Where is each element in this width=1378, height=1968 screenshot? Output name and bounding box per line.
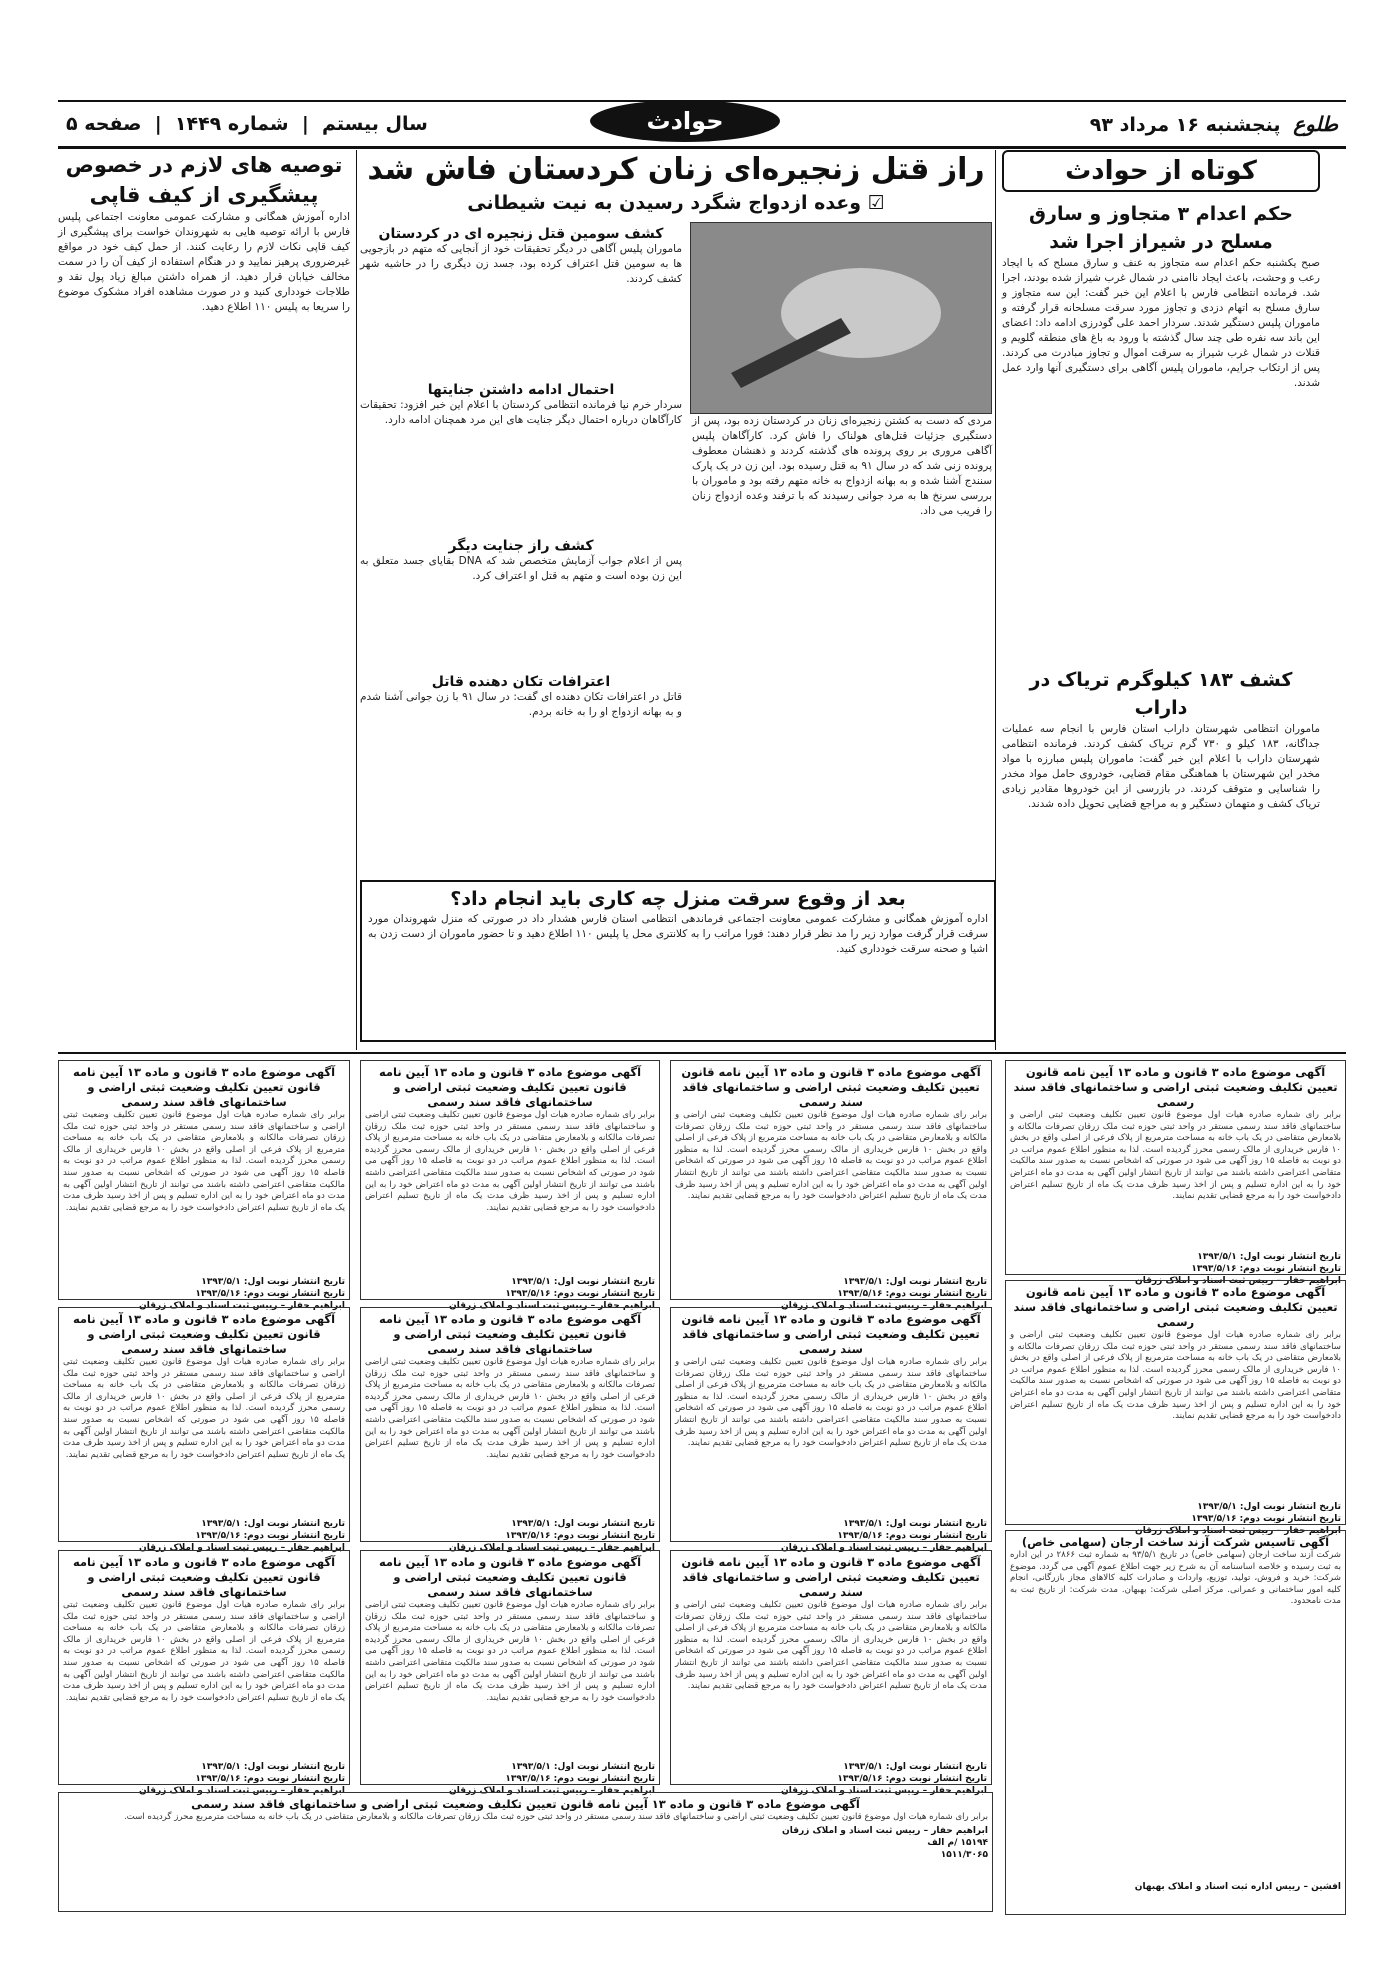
land-registry-ad [360,1307,660,1553]
bottom-ad-title: آگهی موضوع ماده ۳ قانون و ماده ۱۳ آیین نامه قانون تعیین تکلیف وضعیت ثبتی اراضی و ساختمانهای فاقد سند رسمی [191,1797,860,1811]
ad-title: آگهی موضوع ماده ۳ قانون و ماده ۱۳ آیین نامه قانون تعیین تکلیف وضعیت ثبتی اراضی و ساختمانهای فاقد سند رسمی [72,1065,336,1109]
ad-date-2: تاریخ انتشار نوبت دوم: ۱۳۹۳/۵/۱۶ [195,1289,345,1299]
section-title: حوادث [590,100,780,142]
ad-text: برابر رای شماره صادره هیات اول موضوع قانون تعیین تکلیف وضعیت ثبتی اراضی و ساختمانهای فاقد سند رسمی مستقر در واحد ثبتی حوزه ثبت ملک زرقان تصرفات مالکانه و بلامعارض متقاضی در یک باب خانه به مساحت مترمربع از پلاک فرعی از اصلی واقع در بخش ۱۰ فارس خریداری از مالک رسمی محرز گردیده است. لذا به منظور اطلاع عموم مراتب در دو نوبت به فاصله ۱۵ روز آگهی می شود در صورتی که اشخاص نسبت به صدور سند مالکیت متقاضی اعتراضی داشته باشند می توانند از تاریخ انتشار اولین آگهی به مدت دو ماه اعتراض خود را به این اداره تسلیم و پس از اخذ رسید ظرف مدت یک ماه از تاریخ تسلیم اعتراض دادخواست خود را به مرجع قضایی تقدیم نمایند. [63,1110,346,1213]
ad-date-1: تاریخ انتشار نوبت اول: ۱۳۹۳/۵/۱ [843,1519,987,1529]
main-story-column-left [360,222,682,884]
ad-title: آگهی موضوع ماده ۳ قانون و ماده ۱۳ آیین نامه قانون تعیین تکلیف وضعیت ثبتی اراضی و ساختمانهای فاقد سند رسمی [378,1065,642,1109]
ad-date-1: تاریخ انتشار نوبت اول: ۱۳۹۳/۵/۱ [1197,1502,1341,1512]
ad-title: آگهی موضوع ماده ۳ قانون و ماده ۱۳ آیین نامه قانون تعیین تکلیف وضعیت ثبتی اراضی و ساختمانهای فاقد سند رسمی [378,1555,642,1599]
company-ad-text: شرکت آزند ساخت ارجان (سهامی خاص) در تاریخ ۹۳/۵/۱ به شماره ثبت ۲۸۶۶ در این اداره به ثبت رسیده و خلاصه اساسنامه آن به شرح زیر جهت اطلاع عموم آگهی می گردد. موضوع شرکت: خرید و فروش، تولید، توزیع، واردات و صادرات کلیه کالاهای مجاز بازرگانی، انجام کلیه امور ساختمانی و عمرانی. مرکز اصلی شرکت: بهبهان. مدت شرکت: از تاریخ ثبت به مدت نامحدود. [1010,1550,1342,1607]
ad-signer: ابراهیم حفار – رییس ثبت اسناد و املاک زرقان [139,1543,345,1553]
ad-date-1: تاریخ انتشار نوبت اول: ۱۳۹۳/۵/۱ [201,1762,345,1772]
box2-text: سردار خرم نیا فرمانده انتظامی کردستان با اعلام این خبر افزود: تحقیقات کارآگاهان درباره احتمال دیگر جنایت های این مرد همچنان ادامه دارد. [360,399,682,426]
ad-text: برابر رای شماره صادره هیات اول موضوع قانون تعیین تکلیف وضعیت ثبتی اراضی و ساختمانهای فاقد سند رسمی مستقر در واحد ثبتی حوزه ثبت ملک زرقان تصرفات مالکانه و بلامعارض متقاضی در یک باب خانه به مساحت مترمربع از پلاک فرعی از اصلی واقع در بخش ۱۰ فارس خریداری از مالک رسمی محرز گردیده است. لذا به منظور اطلاع عموم مراتب در دو نوبت به فاصله ۱۵ روز آگهی می شود در صورتی که اشخاص نسبت به صدور سند مالکیت متقاضی اعتراضی داشته باشند می توانند از تاریخ انتشار اولین آگهی به مدت دو ماه اعتراض خود را به این اداره تسلیم و پس از اخذ رسید ظرف مدت یک ماه از تاریخ تسلیم اعتراض دادخواست خود را به مرجع قضایی تقدیم نمایند. [675,1110,987,1202]
land-registry-ad [1005,1280,1346,1536]
ad-signer: ابراهیم حفار – رییس ثبت اسناد و املاک زرقان [781,1543,987,1553]
ad-date-2: تاریخ انتشار نوبت دوم: ۱۳۹۳/۵/۱۶ [837,1531,987,1541]
ad-text: برابر رای شماره صادره هیات اول موضوع قانون تعیین تکلیف وضعیت ثبتی اراضی و ساختمانهای فاقد سند رسمی مستقر در واحد ثبتی حوزه ثبت ملک زرقان تصرفات مالکانه و بلامعارض متقاضی در یک باب خانه به مساحت مترمربع از پلاک فرعی از اصلی واقع در بخش ۱۰ فارس خریداری از مالک رسمی محرز گردیده است. لذا به منظور اطلاع عموم مراتب در دو نوبت به فاصله ۱۵ روز آگهی می شود در صورتی که اشخاص نسبت به صدور سند مالکیت متقاضی اعتراضی داشته باشند می توانند از تاریخ انتشار اولین آگهی به مدت دو ماه اعتراض خود را به این اداره تسلیم و پس از اخذ رسید ظرف مدت یک ماه از تاریخ تسلیم اعتراض دادخواست خود را به مرجع قضایی تقدیم نمایند. [675,1600,987,1692]
ad-date-1: تاریخ انتشار نوبت اول: ۱۳۹۳/۵/۱ [511,1519,655,1529]
ad-text: برابر رای شماره صادره هیات اول موضوع قانون تعیین تکلیف وضعیت ثبتی اراضی و ساختمانهای فاقد سند رسمی مستقر در واحد ثبتی حوزه ثبت ملک زرقان تصرفات مالکانه و بلامعارض متقاضی در یک باب خانه به مساحت مترمربع از پلاک فرعی از اصلی واقع در بخش ۱۰ فارس خریداری از مالک رسمی محرز گردیده است. لذا به منظور اطلاع عموم مراتب در دو نوبت به فاصله ۱۵ روز آگهی می شود در صورتی که اشخاص نسبت به صدور سند مالکیت متقاضی اعتراضی داشته باشند می توانند از تاریخ انتشار اولین آگهی به مدت دو ماه اعتراض خود را به این اداره تسلیم و پس از اخذ رسید ظرف مدت یک ماه از تاریخ تسلیم اعتراض دادخواست خود را به مرجع قضایی تقدیم نمایند. [365,1357,656,1460]
land-registry-ad [670,1550,992,1796]
land-registry-ad [1005,1060,1346,1286]
year-label: سال بیستم [322,113,428,135]
main-story-title: راز قتل زنجیره‌ای زنان کردستان فاش شد [367,152,985,187]
ad-text: برابر رای شماره صادره هیات اول موضوع قانون تعیین تکلیف وضعیت ثبتی اراضی و ساختمانهای فاقد سند رسمی مستقر در واحد ثبتی حوزه ثبت ملک زرقان تصرفات مالکانه و بلامعارض متقاضی در یک باب خانه به مساحت مترمربع از پلاک فرعی از اصلی واقع در بخش ۱۰ فارس خریداری از مالک رسمی محرز گردیده است. لذا به منظور اطلاع عموم مراتب در دو نوبت به فاصله ۱۵ روز آگهی می شود در صورتی که اشخاص نسبت به صدور سند مالکیت متقاضی اعتراضی داشته باشند می توانند از تاریخ انتشار اولین آگهی به مدت دو ماه اعتراض خود را به این اداره تسلیم و پس از اخذ رسید ظرف مدت یک ماه از تاریخ تسلیم اعتراض دادخواست خود را به مرجع قضایی تقدیم نمایند. [1010,1110,1341,1202]
ad-title: آگهی موضوع ماده ۳ قانون و ماده ۱۳ آیین نامه قانون تعیین تکلیف وضعیت ثبتی اراضی و ساختمانهای فاقد سند رسمی [378,1312,642,1356]
company-registration-ad [1005,1530,1346,1915]
land-registry-ad [670,1307,992,1553]
ad-text: برابر رای شماره صادره هیات اول موضوع قانون تعیین تکلیف وضعیت ثبتی اراضی و ساختمانهای فاقد سند رسمی مستقر در واحد ثبتی حوزه ثبت ملک زرقان تصرفات مالکانه و بلامعارض متقاضی در یک باب خانه به مساحت مترمربع از پلاک فرعی از اصلی واقع در بخش ۱۰ فارس خریداری از مالک رسمی محرز گردیده است. لذا به منظور اطلاع عموم مراتب در دو نوبت به فاصله ۱۵ روز آگهی می شود در صورتی که اشخاص نسبت به صدور سند مالکیت متقاضی اعتراضی داشته باشند می توانند از تاریخ انتشار اولین آگهی به مدت دو ماه اعتراض خود را به این اداره تسلیم و پس از اخذ رسید ظرف مدت یک ماه از تاریخ تسلیم اعتراض دادخواست خود را به مرجع قضایی تقدیم نمایند. [63,1600,346,1703]
hand-knife-illustration [691,223,991,413]
masthead-right [1082,112,1346,136]
brief-story1-text: صبح یکشنبه حکم اعدام سه متجاوز به عنف و سارق مسلح که با ایجاد رعب و وحشت، باعث ایجاد ناامنی در شمال غرب شیراز شده بودند، اجرا شد. فرمانده انتظامی فارس با اعلام این خبر گفت: این سه متجاوز و سارق مسلح به اتهام دزدی و تجاوز مورد سرقت مسلحانه قرار گرفته و ماموران پلیس دستگیر شدند. سردار احمد علی گودرزی ادامه داد: اعضای این باند سه نفره طی چند سال گذشته با ورود به باغ های منطقه گلویم و قنلات در شمال غرب شیراز به سرقت اموال و تجاوز مبادرت می کردند. پس از ارتکاب جرایم، ماموران پلیس آگاهی برای دستگیری آنها وارد عمل شدند. [1002,257,1320,389]
ad-date-2: تاریخ انتشار نوبت دوم: ۱۳۹۳/۵/۱۶ [195,1531,345,1541]
ad-date-2: تاریخ انتشار نوبت دوم: ۱۳۹۳/۵/۱۶ [1191,1514,1341,1524]
ad-title: آگهی موضوع ماده ۳ قانون و ماده ۱۳ آیین نامه قانون تعیین تکلیف وضعیت ثبتی اراضی و ساختمانهای فاقد سند رسمی [681,1312,981,1356]
ad-text: برابر رای شماره صادره هیات اول موضوع قانون تعیین تکلیف وضعیت ثبتی اراضی و ساختمانهای فاقد سند رسمی مستقر در واحد ثبتی حوزه ثبت ملک زرقان تصرفات مالکانه و بلامعارض متقاضی در یک باب خانه به مساحت مترمربع از پلاک فرعی از اصلی واقع در بخش ۱۰ فارس خریداری از مالک رسمی محرز گردیده است. لذا به منظور اطلاع عموم مراتب در دو نوبت به فاصله ۱۵ روز آگهی می شود در صورتی که اشخاص نسبت به صدور سند مالکیت متقاضی اعتراضی داشته باشند می توانند از تاریخ انتشار اولین آگهی به مدت دو ماه اعتراض خود را به این اداره تسلیم و پس از اخذ رسید ظرف مدت یک ماه از تاریخ تسلیم اعتراض دادخواست خود را به مرجع قضایی تقدیم نمایند. [63,1357,346,1460]
bottom-ad-code-1: ۱۵۱۹۴ /م الف [927,1837,988,1848]
box3-text: پس از اعلام جواب آزمایش متخصص شد که DNA بقایای جسد متعلق به این زن بوده است و متهم به قتل او اعتراف کرد. [360,555,683,582]
brief-story1-title: حکم اعدام ۳ متجاوز و سارق مسلح در شیراز اجرا شد [1029,203,1293,253]
ad-signer: ابراهیم حفار – رییس ثبت اسناد و املاک زرقان [139,1786,345,1796]
land-registry-ad [360,1550,660,1796]
land-registry-ad [670,1060,992,1311]
brief-banner: کوتاه از حوادث [1002,150,1320,192]
ad-signer: ابراهیم حفار – رییس ثبت اسناد و املاک زرقان [449,1543,655,1553]
tips-title: توصیه های لازم در خصوص پیشگیری از کیف قاپی [65,153,343,207]
main-story-column-right [692,222,992,884]
bottom-ad [58,1792,993,1912]
land-registry-ad [58,1550,350,1796]
issue-number: شماره ۱۴۴۹ [174,113,289,135]
masthead-left: سال بیستم | شماره ۱۴۴۹ | صفحه ۵ [66,113,428,135]
box4-text: قاتل در اعترافات تکان دهنده ای گفت: در سال ۹۱ با زن جوانی آشنا شدم و به بهانه ازدواج او را به خانه بردم. [360,691,682,718]
ad-title: آگهی موضوع ماده ۳ قانون و ماده ۱۳ آیین نامه قانون تعیین تکلیف وضعیت ثبتی اراضی و ساختمانهای فاقد سند رسمی [1013,1065,1338,1109]
ad-date-2: تاریخ انتشار نوبت دوم: ۱۳۹۳/۵/۱۶ [505,1289,655,1299]
main-story-body [360,222,992,884]
company-ad-title: آگهی تاسیس شرکت آزند ساخت ارجان (سهامی خاص) [1021,1535,1330,1549]
ad-signer: ابراهیم حفار – رییس ثبت اسناد و املاک زرقان [781,1786,987,1796]
ad-date-2: تاریخ انتشار نوبت دوم: ۱۳۹۳/۵/۱۶ [1191,1264,1341,1274]
brief-story2-title: کشف ۱۸۳ کیلوگرم تریاک در داراب [1029,669,1293,719]
brief-news-column [995,150,1320,1050]
newspaper-logo: طلوع [1293,112,1338,136]
company-ad-signer: افشین – رییس اداره ثبت اسناد و املاک بهبهان [1134,1882,1341,1892]
ad-date-1: تاریخ انتشار نوبت اول: ۱۳۹۳/۵/۱ [1197,1252,1341,1262]
ad-date-2: تاریخ انتشار نوبت دوم: ۱۳۹۳/۵/۱۶ [837,1774,987,1784]
box4-title: اعترافات تکان دهنده قاتل [431,674,611,690]
ad-title: آگهی موضوع ماده ۳ قانون و ماده ۱۳ آیین نامه قانون تعیین تکلیف وضعیت ثبتی اراضی و ساختمانهای فاقد سند رسمی [72,1555,336,1599]
ad-signer: ابراهیم حفار – رییس ثبت اسناد و املاک زرقان [139,1301,345,1311]
ad-title: آگهی موضوع ماده ۳ قانون و ماده ۱۳ آیین نامه قانون تعیین تکلیف وضعیت ثبتی اراضی و ساختمانهای فاقد سند رسمی [681,1555,981,1599]
land-registry-ad [58,1307,350,1553]
ad-date-1: تاریخ انتشار نوبت اول: ۱۳۹۳/۵/۱ [511,1762,655,1772]
ads-divider [58,1052,1346,1054]
ad-signer: ابراهیم حفار – رییس ثبت اسناد و املاک زرقان [449,1301,655,1311]
ad-signer: ابراهیم حفار – رییس ثبت اسناد و املاک زرقان [1135,1276,1341,1286]
main-story [360,150,992,870]
box1-text: ماموران پلیس آگاهی در دیگر تحقیقات خود از آنجایی که متهم در بازجویی ها به سومین قتل اعتراف کرده بود، جسد زن دیگری را در حاشیه شهر کشف کردند. [360,243,682,285]
tips-text: اداره آموزش همگانی و مشارکت عمومی معاونت اجتماعی پلیس فارس با ارائه توصیه هایی به شهروندان خواست برای پیشگیری از کیف قاپی نکات لازم را رعایت کنند. از حمل کیف خود در مواقع غیرضروری پرهیز نمایید و در هنگام استفاده از کیف آن را در سمت مخالف خیابان قرار دهید. از همراه داشتن مبالغ زیاد پول نقد و طلاجات خودداری کنید و در صورت مشاهده افراد مشکوک موضوع را سریعا به پلیس ۱۱۰ اطلاع دهید. [58,211,350,313]
bottom-ad-code-2: ۱۵۱۱/۳۰۶۵ [940,1849,988,1860]
issue-date: پنجشنبه ۱۶ مرداد ۹۳ [1089,114,1281,136]
ad-title: آگهی موضوع ماده ۳ قانون و ماده ۱۳ آیین نامه قانون تعیین تکلیف وضعیت ثبتی اراضی و ساختمانهای فاقد سند رسمی [72,1312,336,1356]
box2-title: احتمال ادامه داشتن جنایتها [427,382,615,398]
box3-title: کشف راز جنایت دیگر [448,538,594,554]
bottom-ad-signer: ابراهیم حفار – رییس ثبت اسناد و املاک زرقان [782,1825,988,1836]
ad-date-1: تاریخ انتشار نوبت اول: ۱۳۹۳/۵/۱ [843,1277,987,1287]
brief-story2-text: ماموران انتظامی شهرستان داراب استان فارس با انجام سه عملیات جداگانه، ۱۸۳ کیلو و ۷۳۰ گرم تریاک کشف کردند. فرمانده انتظامی شهرستان داراب با اعلام این خبر گفت: ماموران پلیس مبارزه با مواد مخدر این شهرستان با هماهنگی مقام قضایی، خودروی حامل مواد مخدر را شناسایی و متوقف کردند. در بازرسی از این خودروها مقادیر زیادی تریاک کشف و متهمان دستگیر و به مراجع قضایی تحویل داده شدند. [1002,723,1320,810]
box1-title: کشف سومین قتل زنجیره ای در کردستان [378,226,664,242]
ad-text: برابر رای شماره صادره هیات اول موضوع قانون تعیین تکلیف وضعیت ثبتی اراضی و ساختمانهای فاقد سند رسمی مستقر در واحد ثبتی حوزه ثبت ملک زرقان تصرفات مالکانه و بلامعارض متقاضی در یک باب خانه به مساحت مترمربع از پلاک فرعی از اصلی واقع در بخش ۱۰ فارس خریداری از مالک رسمی محرز گردیده است. لذا به منظور اطلاع عموم مراتب در دو نوبت به فاصله ۱۵ روز آگهی می شود در صورتی که اشخاص نسبت به صدور سند مالکیت متقاضی اعتراضی داشته باشند می توانند از تاریخ انتشار اولین آگهی به مدت دو ماه اعتراض خود را به این اداره تسلیم و پس از اخذ رسید ظرف مدت یک ماه از تاریخ تسلیم اعتراض دادخواست خود را به مرجع قضایی تقدیم نمایند. [365,1600,656,1703]
page-number: صفحه ۵ [66,113,142,135]
land-registry-ad [58,1060,350,1311]
ad-date-1: تاریخ انتشار نوبت اول: ۱۳۹۳/۵/۱ [843,1762,987,1772]
ad-title: آگهی موضوع ماده ۳ قانون و ماده ۱۳ آیین نامه قانون تعیین تکلیف وضعیت ثبتی اراضی و ساختمانهای فاقد سند رسمی [681,1065,981,1109]
ad-date-2: تاریخ انتشار نوبت دوم: ۱۳۹۳/۵/۱۶ [505,1531,655,1541]
ad-title: آگهی موضوع ماده ۳ قانون و ماده ۱۳ آیین نامه قانون تعیین تکلیف وضعیت ثبتی اراضی و ساختمانهای فاقد سند رسمی [1013,1285,1338,1329]
bottom-ad-text: برابر رای شماره هیات اول موضوع قانون تعیین تکلیف وضعیت ثبتی اراضی و ساختمانهای فاقد سند رسمی مستقر در واحد ثبتی حوزه ثبت ملک زرقان تصرفات مالکانه و بلامعارض متقاضی در یک باب خانه به مساحت مترمربع محرز گردیده است. [123,1812,988,1822]
land-registry-ad [360,1060,660,1311]
ad-text: برابر رای شماره صادره هیات اول موضوع قانون تعیین تکلیف وضعیت ثبتی اراضی و ساختمانهای فاقد سند رسمی مستقر در واحد ثبتی حوزه ثبت ملک زرقان تصرفات مالکانه و بلامعارض متقاضی در یک باب خانه به مساحت مترمربع از پلاک فرعی از اصلی واقع در بخش ۱۰ فارس خریداری از مالک رسمی محرز گردیده است. لذا به منظور اطلاع عموم مراتب در دو نوبت به فاصله ۱۵ روز آگهی می شود در صورتی که اشخاص نسبت به صدور سند مالکیت متقاضی اعتراضی داشته باشند می توانند از تاریخ انتشار اولین آگهی به مدت دو ماه اعتراض خود را به این اداره تسلیم و پس از اخذ رسید ظرف مدت یک ماه از تاریخ تسلیم اعتراض دادخواست خود را به مرجع قضایی تقدیم نمایند. [365,1110,656,1213]
main-story-text: مردی که دست به کشتن زنجیره‌ای زنان در کردستان زده بود، پس از دستگیری جزئیات قتل‌های هولناک را فاش کرد. کارآگاهان پلیس آگاهی مروری بر روی پرونده های گذشته کردند و ذهنشان معطوف پرونده زنی شد که در سال ۹۱ به قتل رسیده بود. این زن در یک پارک سنندج آشنا شده و به بهانه ازدواج به خانه متهم رفته بود و ماموران با بررسی سرنخ ها به مرد جوانی رسیدند که با ترفند وعده ازدواج زنان را فریب می داد. [692,415,992,517]
ad-text: برابر رای شماره صادره هیات اول موضوع قانون تعیین تکلیف وضعیت ثبتی اراضی و ساختمانهای فاقد سند رسمی مستقر در واحد ثبتی حوزه ثبت ملک زرقان تصرفات مالکانه و بلامعارض متقاضی در یک باب خانه به مساحت مترمربع از پلاک فرعی از اصلی واقع در بخش ۱۰ فارس خریداری از مالک رسمی محرز گردیده است. لذا به منظور اطلاع عموم مراتب در دو نوبت به فاصله ۱۵ روز آگهی می شود در صورتی که اشخاص نسبت به صدور سند مالکیت متقاضی اعتراضی داشته باشند می توانند از تاریخ انتشار اولین آگهی به مدت دو ماه اعتراض خود را به این اداره تسلیم و پس از اخذ رسید ظرف مدت یک ماه از تاریخ تسلیم اعتراض دادخواست خود را به مرجع قضایی تقدیم نمایند. [675,1357,987,1449]
story-photo-hand-knife [690,222,992,414]
ad-text: برابر رای شماره صادره هیات اول موضوع قانون تعیین تکلیف وضعیت ثبتی اراضی و ساختمانهای فاقد سند رسمی مستقر در واحد ثبتی حوزه ثبت ملک زرقان تصرفات مالکانه و بلامعارض متقاضی در یک باب خانه به مساحت مترمربع از پلاک فرعی از اصلی واقع در بخش ۱۰ فارس خریداری از مالک رسمی محرز گردیده است. لذا به منظور اطلاع عموم مراتب در دو نوبت به فاصله ۱۵ روز آگهی می شود در صورتی که اشخاص نسبت به صدور سند مالکیت متقاضی اعتراضی داشته باشند می توانند از تاریخ انتشار اولین آگهی به مدت دو ماه اعتراض خود را به این اداره تسلیم و پس از اخذ رسید ظرف مدت یک ماه از تاریخ تسلیم اعتراض دادخواست خود را به مرجع قضایی تقدیم نمایند. [1010,1330,1341,1422]
ad-date-1: تاریخ انتشار نوبت اول: ۱۳۹۳/۵/۱ [201,1519,345,1529]
ad-signer: ابراهیم حفار – رییس ثبت اسناد و املاک زرقان [1135,1526,1341,1536]
robbery-title: بعد از وقوع سرقت منزل چه کاری باید انجام داد؟ [450,888,906,910]
ad-date-2: تاریخ انتشار نوبت دوم: ۱۳۹۳/۵/۱۶ [195,1774,345,1784]
ad-date-1: تاریخ انتشار نوبت اول: ۱۳۹۳/۵/۱ [511,1277,655,1287]
ad-date-1: تاریخ انتشار نوبت اول: ۱۳۹۳/۵/۱ [201,1277,345,1287]
tips-column [58,150,357,1050]
robbery-advice-box [360,880,996,1042]
ad-date-2: تاریخ انتشار نوبت دوم: ۱۳۹۳/۵/۱۶ [505,1774,655,1784]
ad-signer: ابراهیم حفار – رییس ثبت اسناد و املاک زرقان [781,1301,987,1311]
ad-date-2: تاریخ انتشار نوبت دوم: ۱۳۹۳/۵/۱۶ [837,1289,987,1299]
ad-signer: ابراهیم حفار – رییس ثبت اسناد و املاک زرقان [449,1786,655,1796]
robbery-text: اداره آموزش همگانی و مشارکت عمومی معاونت اجتماعی فرماندهی انتظامی استان فارس هشدار داد در صورتی که منزل شهروندان مورد سرقت قرار گرفت موارد زیر را مد نظر قرار دهند: فورا مراتب را به کلانتری محل یا پلیس ۱۱۰ اطلاع دهید و تا حضور ماموران از دست زدن به اشیا و صحنه سرقت خودداری کنید. [368,913,989,955]
main-story-subtitle: ☑ وعده ازدواج شگرد رسیدن به نیت شیطانی [467,192,885,214]
